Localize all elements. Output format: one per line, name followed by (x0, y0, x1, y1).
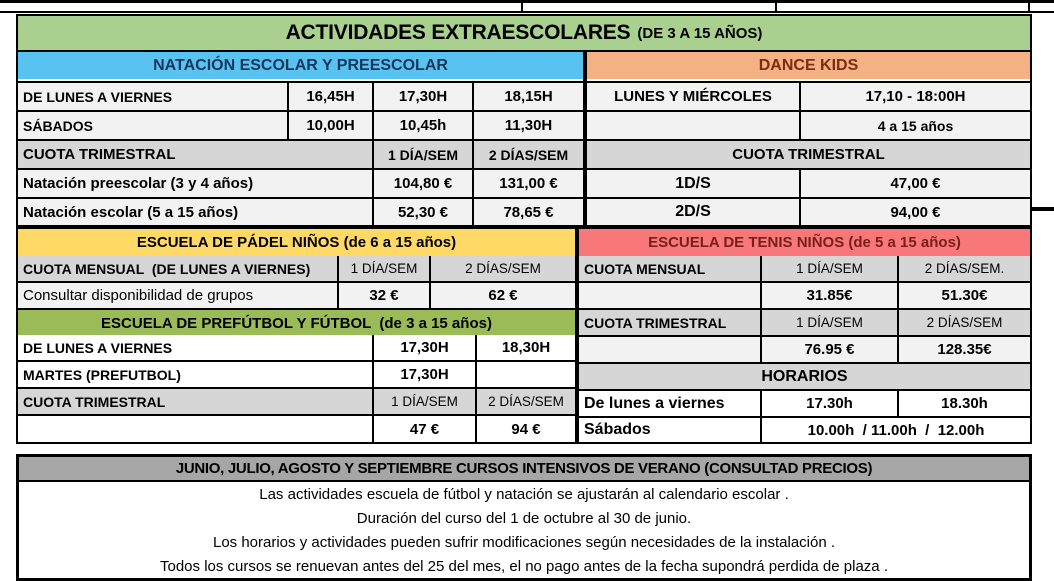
table-row (587, 110, 1030, 139)
table-row (18, 168, 583, 197)
table-row (587, 168, 1030, 197)
time-cell: 18,15H (472, 83, 583, 110)
empty-cell (475, 362, 575, 387)
tenis-trimestral-label: CUOTA TRIMESTRAL (579, 310, 760, 335)
time-cell: 17,30H (372, 83, 472, 110)
padel-cuota-label: CUOTA MENSUAL (DE LUNES A VIERNES) (18, 256, 337, 281)
column-header: 1 DÍA/SEM (337, 256, 429, 281)
tenis-mensual-label: CUOTA MENSUAL (579, 256, 760, 281)
time-cell: 10,45h (372, 112, 472, 139)
price-cell: 51.30€ (897, 283, 1030, 308)
time-cell: 17,30H (372, 362, 475, 387)
summer-header: JUNIO, JULIO, AGOSTO Y SEPTIEMBRE CURSOS INTENSIVOS DE VERANO (CONSULTAD PRECIOS) (19, 457, 1029, 482)
upper-tables (16, 50, 1032, 227)
table-row (587, 197, 1030, 225)
price-cell: 52,30 € (372, 199, 472, 225)
time-cell: 10,00H (287, 112, 372, 139)
dance-days-cell: 2D/S (587, 199, 799, 225)
price-cell: 131,00 € (472, 170, 583, 197)
table-row (579, 335, 1030, 362)
natacion-table (16, 50, 585, 227)
price-cell: 32 € (337, 283, 429, 308)
column-header: 2 DÍAS/SEM (475, 389, 575, 414)
top-strip-cell (0, 3, 523, 11)
summer-note: Duración del curso del 1 de octubre al 30 de junio. (356, 509, 692, 527)
table-row (18, 197, 583, 225)
dance-kids-table (585, 50, 1032, 227)
table-row (18, 281, 575, 308)
summer-note: Las actividades escuela de fútbol y natación se ajustarán al calendario escolar . (259, 485, 789, 503)
empty-cell (579, 337, 760, 362)
time-cell: 17,30H (372, 335, 475, 360)
table-row (18, 360, 575, 387)
table-row (18, 110, 583, 139)
table-row (18, 254, 575, 281)
natacion-cuota-label: CUOTA TRIMESTRAL (18, 141, 372, 168)
natacion-weekdays-label: DE LUNES A VIERNES (18, 83, 287, 110)
activities-poster (16, 14, 1032, 444)
futbol-martes-label: MARTES (PREFUTBOL) (18, 362, 372, 387)
table-row (587, 81, 1030, 110)
price-cell: 76.95 € (760, 337, 897, 362)
table-row (579, 254, 1030, 281)
table-row (579, 281, 1030, 308)
table-row (579, 362, 1030, 389)
price-cell: 62 € (429, 283, 575, 308)
dance-days-cell: 1D/S (587, 170, 799, 197)
summer-info-block (16, 454, 1032, 581)
price-cell: 47 € (372, 416, 475, 442)
column-header: 2 DÍAS/SEM (472, 141, 583, 168)
price-cell: 104,80 € (372, 170, 472, 197)
tenis-header: ESCUELA DE TENIS NIÑOS (de 5 a 15 años) (579, 229, 1030, 256)
dance-schedule-label: LUNES Y MIÉRCOLES (587, 83, 799, 110)
table-row (18, 333, 575, 360)
table-row (579, 416, 1030, 442)
time-cell: 18,30H (475, 335, 575, 360)
page-title (16, 14, 1032, 50)
column-header: 1 DÍA/SEM (760, 256, 897, 281)
time-cell: 18.30h (897, 391, 1030, 416)
empty-cell (587, 112, 799, 139)
padel-futbol-table (16, 227, 577, 444)
padel-header: ESCUELA DE PÁDEL NIÑOS (de 6 a 15 años) (18, 229, 575, 256)
natacion-escolar-label: Natación escolar (5 a 15 años) (18, 199, 372, 225)
right-edge-tick (1032, 207, 1054, 211)
top-strip-cell (777, 3, 1030, 11)
price-cell: 94 € (475, 416, 575, 442)
column-header: 2 DÍAS/SEM. (897, 256, 1030, 281)
column-header: 2 DÍAS/SEM (897, 310, 1030, 335)
table-row (18, 414, 575, 442)
natacion-header: NATACIÓN ESCOLAR Y PREESCOLAR (18, 52, 583, 79)
table-row (18, 139, 583, 168)
lower-tables (16, 227, 1032, 444)
column-header: 1 DÍA/SEM (372, 141, 472, 168)
empty-cell (18, 416, 372, 442)
natacion-preescolar-label: Natación preescolar (3 y 4 años) (18, 170, 372, 197)
summer-note: Todos los cursos se renuevan antes del 25 del mes, el no pago antes de la fecha supondrá perdida de plaza . (160, 557, 888, 575)
column-header: 2 DÍAS/SEM (429, 256, 575, 281)
summer-note: Los horarios y actividades pueden sufrir modificaciones según necesidades de la instalación . (212, 533, 836, 551)
table-row (579, 308, 1030, 335)
futbol-weekdays-label: DE LUNES A VIERNES (18, 335, 372, 360)
page-title-main: ACTIVIDADES EXTRAESCOLARES (285, 21, 631, 44)
table-row (18, 387, 575, 414)
table-row (18, 81, 583, 110)
empty-cell (579, 283, 760, 308)
futbol-header: ESCUELA DE PREFÚTBOL Y FÚTBOL (de 3 a 15 años) (18, 310, 575, 337)
table-row (587, 139, 1030, 168)
tenis-table (577, 227, 1032, 444)
price-cell: 128.35€ (897, 337, 1030, 362)
dance-ages: 4 a 15 años (799, 112, 1030, 139)
top-strip-cell (523, 3, 777, 11)
dance-cuota-header: CUOTA TRIMESTRAL (587, 141, 1030, 168)
price-cell: 78,65 € (472, 199, 583, 225)
dance-kids-header: DANCE KIDS (587, 52, 1030, 79)
natacion-saturdays-label: SÁBADOS (18, 112, 287, 139)
column-header: 1 DÍA/SEM (760, 310, 897, 335)
futbol-cuota-label: CUOTA TRIMESTRAL (18, 389, 372, 414)
top-partial-row (0, 0, 1054, 13)
time-cell: 17.30h (760, 391, 897, 416)
tenis-weekdays-label: De lunes a viernes (579, 391, 760, 416)
padel-info-label: Consultar disponibilidad de grupos (18, 283, 337, 308)
dance-schedule-time: 17,10 - 18:00H (799, 83, 1030, 110)
time-cell: 11,30H (472, 112, 583, 139)
time-cell: 16,45H (287, 83, 372, 110)
tenis-horarios-header: HORARIOS (579, 364, 1030, 389)
table-row (579, 389, 1030, 416)
tenis-saturdays-label: Sábados (579, 418, 760, 442)
time-cell: 10.00h / 11.00h / 12.00h (760, 418, 1030, 442)
top-strip-cell (1030, 3, 1054, 11)
column-header: 1 DÍA/SEM (372, 389, 475, 414)
price-cell: 47,00 € (799, 170, 1030, 197)
page-title-sub: (DE 3 A 15 AÑOS) (637, 24, 763, 42)
price-cell: 31.85€ (760, 283, 897, 308)
price-cell: 94,00 € (799, 199, 1030, 225)
